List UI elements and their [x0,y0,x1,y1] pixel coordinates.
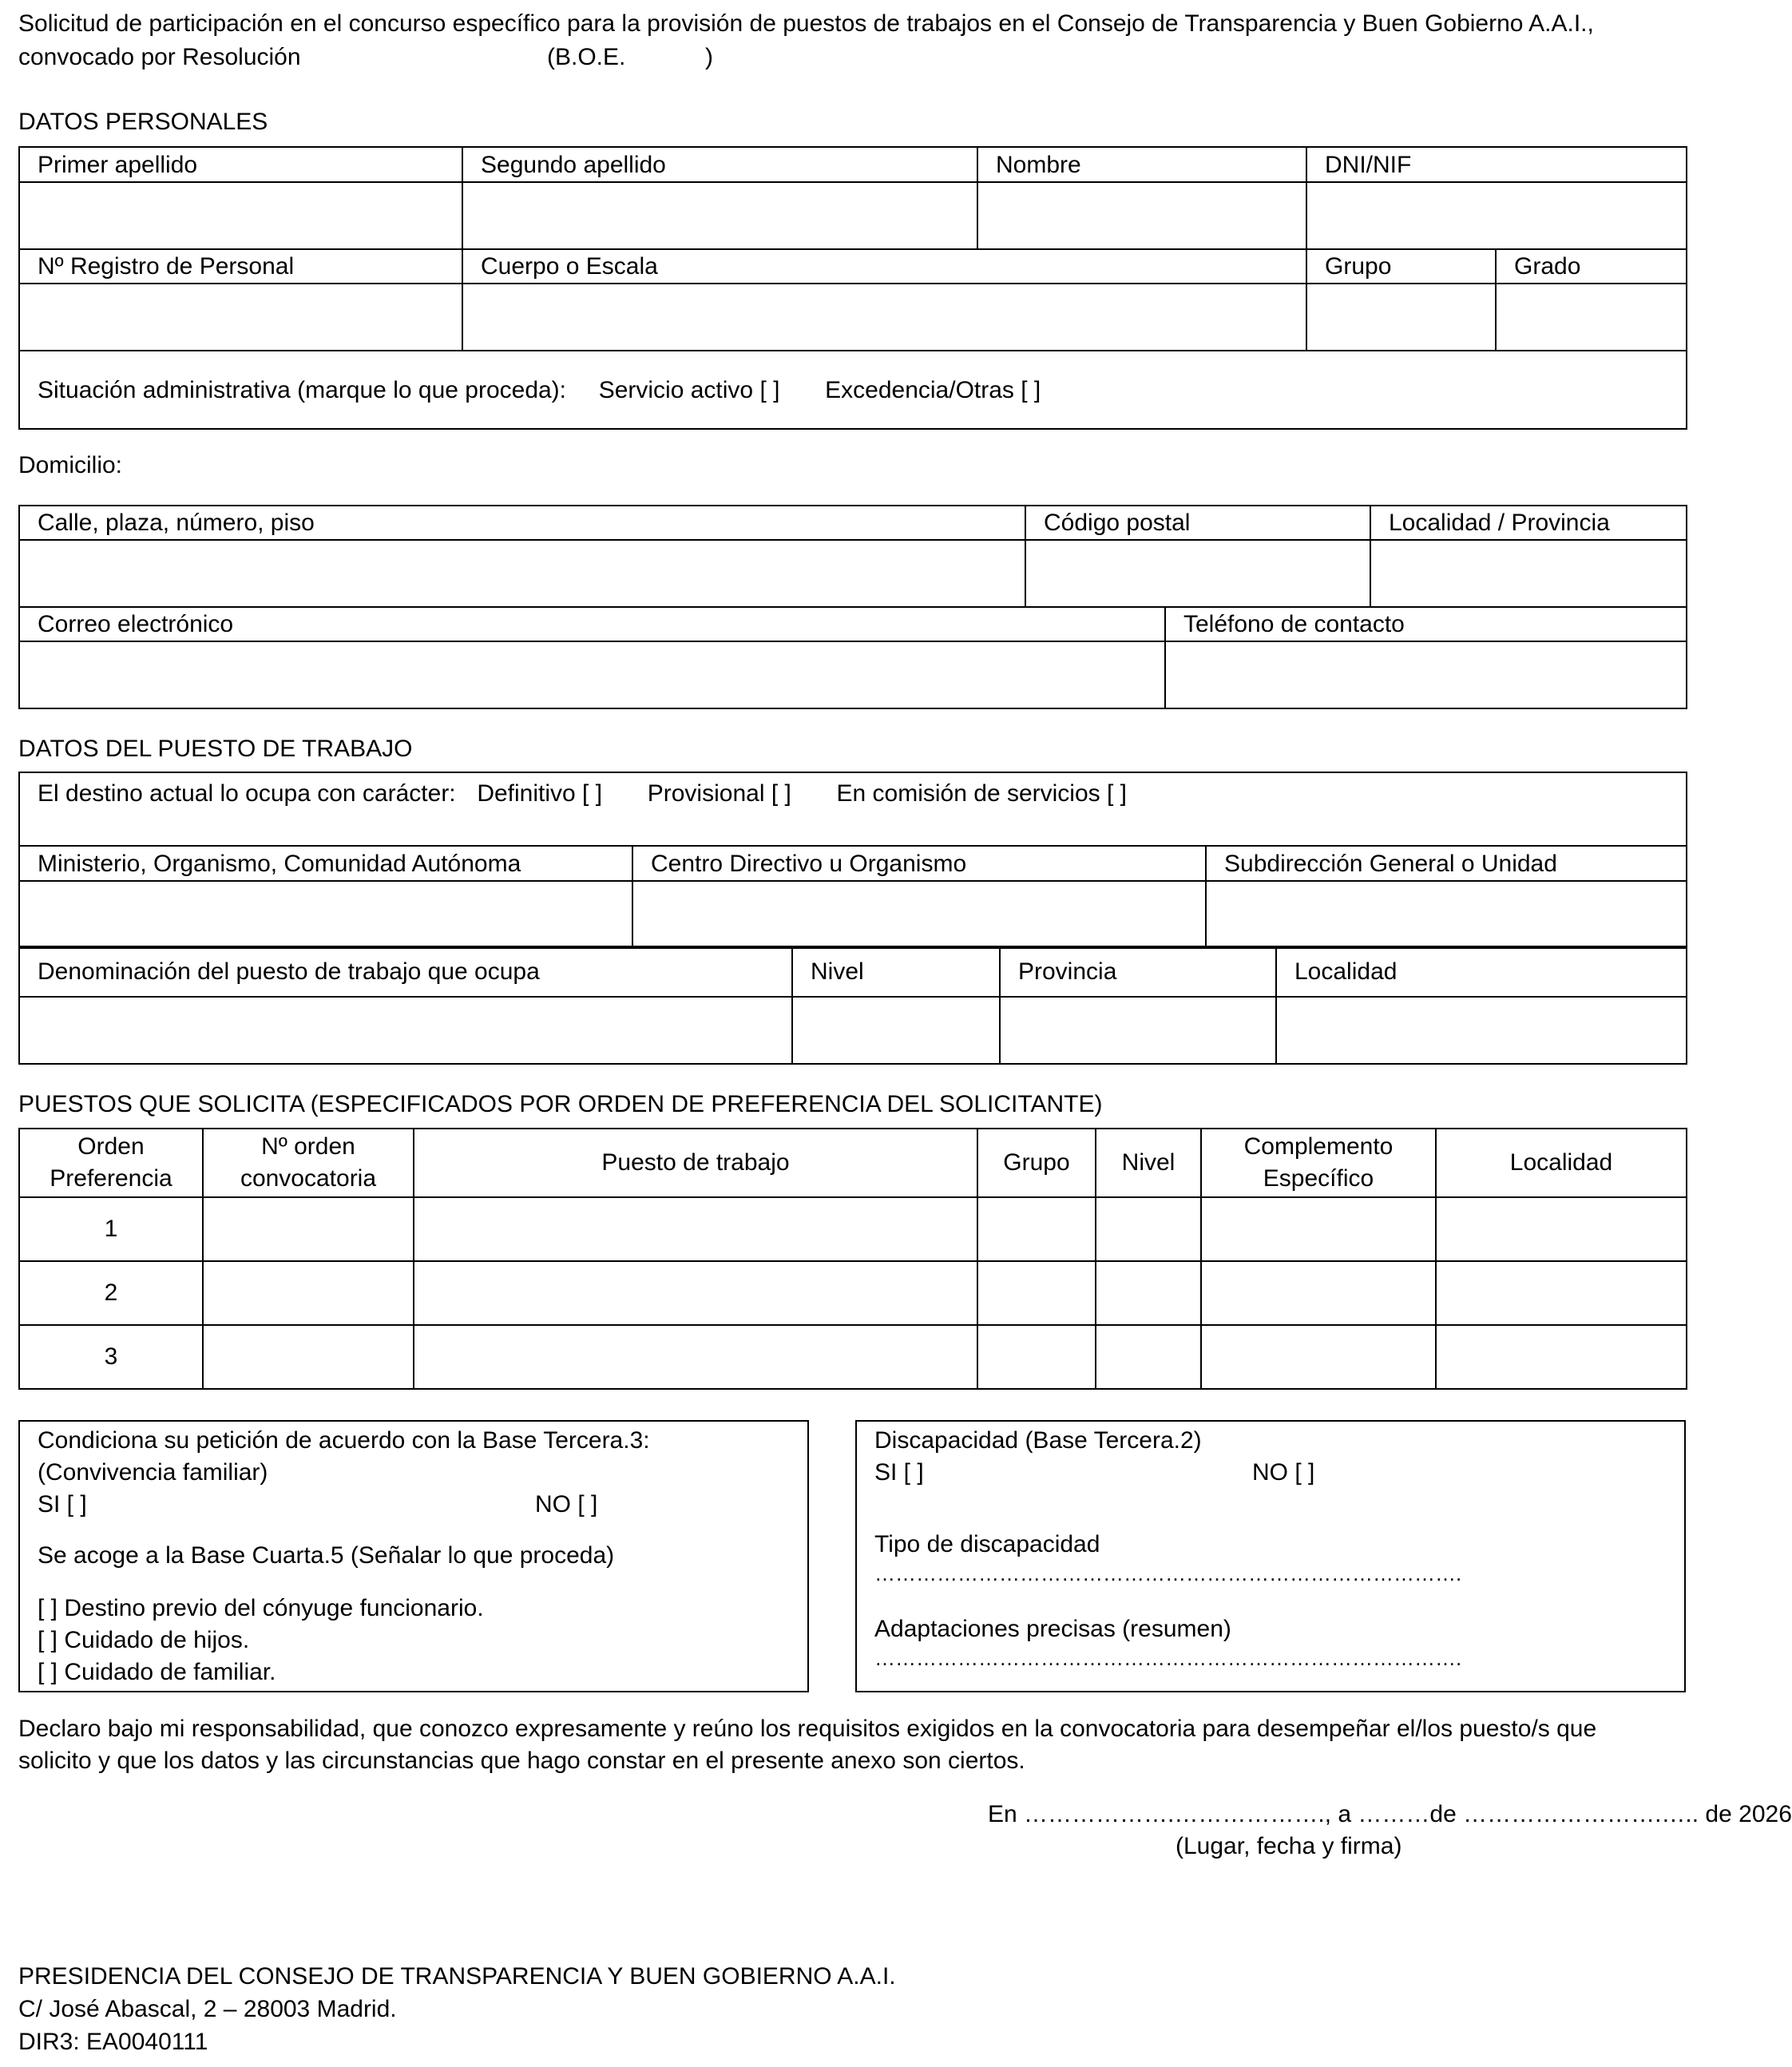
footer-organismo: PRESIDENCIA DEL CONSEJO DE TRANSPARENCIA Y BUEN GOBIERNO A.A.I. [18,1963,896,1990]
domicilio-table [18,505,1687,709]
field-grado[interactable] [1496,284,1687,351]
datos-personales-table [18,146,1687,430]
cell-orden-convocatoria[interactable] [203,1197,414,1261]
cell-localidad[interactable] [1436,1325,1687,1389]
field-provincia[interactable] [1000,997,1276,1064]
declaracion-line-2: solicito y que los datos y las circunstancias que hago constar en el presente anexo son ciertos. [18,1748,1025,1774]
declaracion-line-1: Declaro bajo mi responsabilidad, que conozco expresamente y reúno los requisitos exigidos en la convocatoria para desempeñar el/los puesto/s que [18,1716,1597,1742]
field-correo[interactable] [19,641,1165,708]
header-grupo: Grupo [977,1129,1096,1197]
cell-nivel[interactable] [1096,1197,1201,1261]
header-complemento-especifico: Complemento Específico [1201,1129,1436,1197]
field-nombre[interactable] [977,182,1306,249]
cell-complemento[interactable] [1201,1197,1436,1261]
puesto-denominacion-table [18,946,1687,1065]
boe-label: (B.O.E. [547,44,626,70]
checkbox-cuidado-hijos[interactable]: [ ] Cuidado de hijos. [38,1627,250,1653]
discapacidad-box [855,1420,1686,1692]
label-telefono: Teléfono de contacto [1165,607,1687,641]
label-cuerpo-escala: Cuerpo o Escala [462,249,1306,284]
cell-grupo[interactable] [977,1197,1096,1261]
cell-puesto[interactable] [414,1261,977,1325]
header-puesto-trabajo: Puesto de trabajo [414,1129,977,1197]
field-localidad-provincia[interactable] [1370,540,1687,607]
checkbox-conyuge[interactable]: [ ] Destino previo del cónyuge funcionario. [38,1595,484,1621]
checkbox-condiciona-no[interactable]: NO [ ] [535,1491,598,1518]
cell-orden-convocatoria[interactable] [203,1261,414,1325]
adaptaciones-label: Adaptaciones precisas (resumen) [874,1616,1231,1642]
cell-grupo[interactable] [977,1325,1096,1389]
firma-caption: (Lugar, fecha y firma) [1176,1833,1402,1859]
cell-complemento[interactable] [1201,1261,1436,1325]
field-registro-personal[interactable] [19,284,462,351]
cell-puesto[interactable] [414,1197,977,1261]
checkbox-condiciona-si[interactable]: SI [ ] [38,1491,87,1518]
label-localidad-provincia: Localidad / Provincia [1370,506,1687,540]
checkbox-excedencia[interactable]: Excedencia/Otras [ ] [825,376,1041,403]
boe-close: ) [705,44,713,70]
field-subdireccion[interactable] [1206,881,1687,948]
section-title-datos-personales: DATOS PERSONALES [18,109,268,135]
field-localidad[interactable] [1276,997,1687,1064]
footer-dir3: DIR3: EA0040111 [18,2029,208,2055]
label-nivel: Nivel [792,946,1000,997]
checkbox-discapacidad-no[interactable]: NO [ ] [1252,1459,1315,1486]
field-codigo-postal[interactable] [1025,540,1370,607]
checkbox-servicio-activo[interactable]: Servicio activo [ ] [598,376,780,403]
field-calle[interactable] [19,540,1025,607]
cell-localidad[interactable] [1436,1261,1687,1325]
label-dni-nif: DNI/NIF [1306,147,1687,182]
label-subdireccion: Subdirección General o Unidad [1206,846,1687,881]
section-title-solicitados: PUESTOS QUE SOLICITA (ESPECIFICADOS POR ORDEN DE PREFERENCIA DEL SOLICITANTE) [18,1091,1103,1117]
caracter-row [19,772,1687,846]
field-primer-apellido[interactable] [19,182,462,249]
header-nivel: Nivel [1096,1129,1201,1197]
field-cuerpo-escala[interactable] [462,284,1306,351]
discapacidad-title: Discapacidad (Base Tercera.2) [874,1427,1202,1454]
label-segundo-apellido: Segundo apellido [462,147,977,182]
condiciona-box [18,1420,809,1692]
label-provincia: Provincia [1000,946,1276,997]
label-correo: Correo electrónico [19,607,1165,641]
checkbox-cuidado-familiar[interactable]: [ ] Cuidado de familiar. [38,1659,276,1685]
adaptaciones-field[interactable]: …………………………………………………………………………. [874,1646,1462,1670]
puesto-actual-table [18,772,1687,949]
field-ministerio[interactable] [19,881,632,948]
field-dni-nif[interactable] [1306,182,1687,249]
acoge-base-cuarta: Se acoge a la Base Cuarta.5 (Señalar lo que proceda) [38,1542,615,1569]
field-centro-directivo[interactable] [632,881,1206,948]
section-title-puesto: DATOS DEL PUESTO DE TRABAJO [18,736,413,762]
cell-orden-convocatoria[interactable] [203,1325,414,1389]
condiciona-line-1: Condiciona su petición de acuerdo con la Base Tercera.3: [38,1427,650,1454]
checkbox-comision-servicios[interactable]: En comisión de servicios [ ] [836,780,1127,807]
label-grado: Grado [1496,249,1687,284]
row-number: 1 [19,1197,203,1261]
header-orden-preferencia: Orden Preferencia [19,1129,203,1197]
field-segundo-apellido[interactable] [462,182,977,249]
label-nombre: Nombre [977,147,1306,182]
checkbox-discapacidad-si[interactable]: SI [ ] [874,1459,924,1486]
label-primer-apellido: Primer apellido [19,147,462,182]
header-localidad: Localidad [1436,1129,1687,1197]
situacion-administrativa-row [19,351,1687,429]
header-line-2: convocado por Resolución [18,44,301,70]
cell-grupo[interactable] [977,1261,1096,1325]
field-grupo[interactable] [1306,284,1496,351]
cell-nivel[interactable] [1096,1325,1201,1389]
cell-nivel[interactable] [1096,1261,1201,1325]
label-ministerio: Ministerio, Organismo, Comunidad Autónoma [19,846,632,881]
tipo-discapacidad-label: Tipo de discapacidad [874,1531,1100,1557]
label-calle: Calle, plaza, número, piso [19,506,1025,540]
label-registro-personal: Nº Registro de Personal [19,249,462,284]
condiciona-line-2: (Convivencia familiar) [38,1459,268,1486]
cell-complemento[interactable] [1201,1325,1436,1389]
field-denominacion[interactable] [19,997,792,1064]
situacion-label: Situación administrativa (marque lo que proceda): [38,376,567,403]
section-title-domicilio: Domicilio: [18,452,123,478]
puestos-solicitados-table [18,1128,1687,1390]
tipo-discapacidad-field[interactable]: …………………………………………………………………………. [874,1561,1462,1585]
row-number: 3 [19,1325,203,1389]
label-centro-directivo: Centro Directivo u Organismo [632,846,1206,881]
label-grupo: Grupo [1306,249,1496,284]
label-localidad: Localidad [1276,946,1687,997]
lugar-fecha-line[interactable]: En ……………….………………., a ………de …………………….….. de 2026 [988,1801,1792,1827]
checkbox-provisional[interactable]: Provisional [ ] [647,780,791,807]
cell-puesto[interactable] [414,1325,977,1389]
label-denominacion: Denominación del puesto de trabajo que ocupa [19,946,792,997]
label-codigo-postal: Código postal [1025,506,1370,540]
row-number: 2 [19,1261,203,1325]
field-nivel[interactable] [792,997,1000,1064]
caracter-label: El destino actual lo ocupa con carácter: [38,780,456,807]
header-orden-convocatoria: Nº orden convocatoria [203,1129,414,1197]
header-line-1: Solicitud de participación en el concurso específico para la provisión de puestos de trabajos en el Consejo de Transparencia y Buen Gobierno A.A.I., [18,10,1594,37]
cell-localidad[interactable] [1436,1197,1687,1261]
field-telefono[interactable] [1165,641,1687,708]
checkbox-definitivo[interactable]: Definitivo [ ] [477,780,603,807]
footer-direccion: C/ José Abascal, 2 – 28003 Madrid. [18,1996,397,2022]
